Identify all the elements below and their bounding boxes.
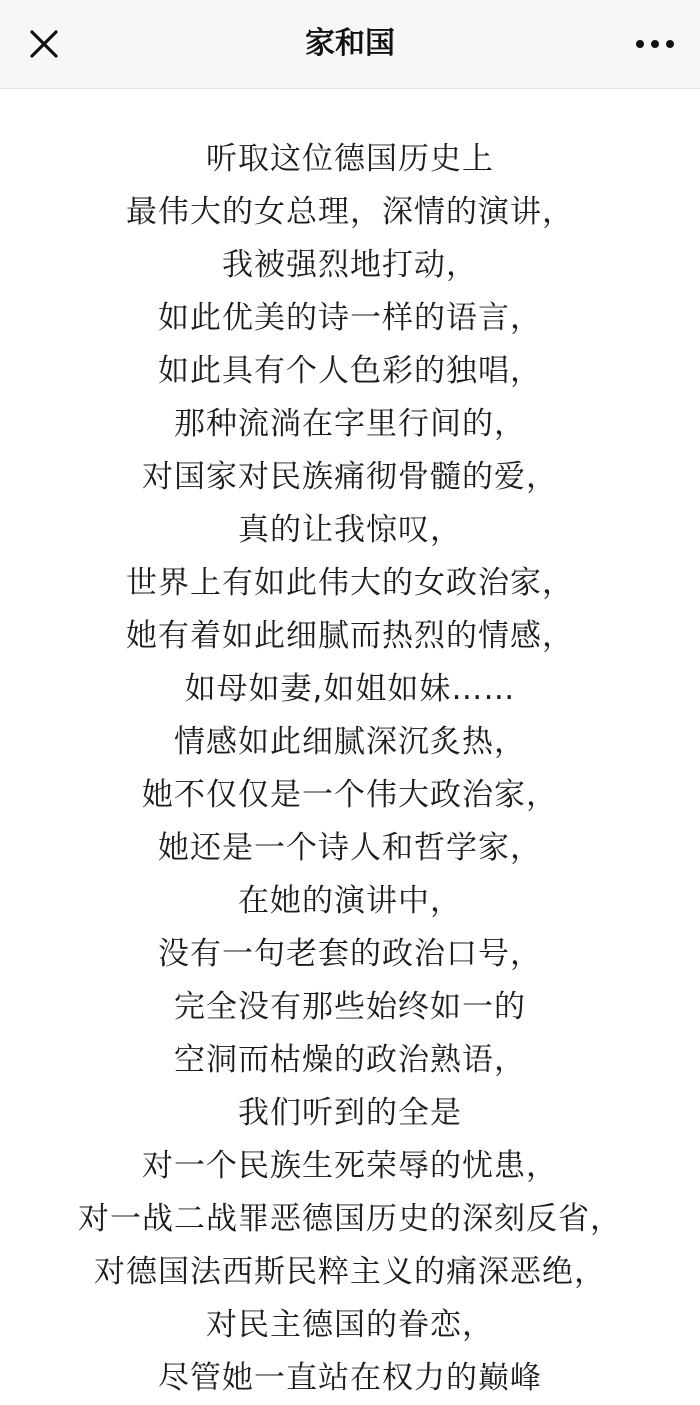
poem-line: 在她的演讲中， [238, 883, 462, 919]
poem-line: 她有着如此细腻而热烈的情感， [126, 618, 574, 654]
poem-line: 真的让我惊叹， [238, 512, 462, 548]
poem-line: 最伟大的女总理，深情的演讲， [126, 194, 574, 230]
poem-line: 没有一句老套的政治口号， [158, 936, 542, 972]
poem-line: 尽管她一直站在权力的巅峰 [158, 1360, 542, 1396]
poem-line: 我们听到的全是 [238, 1095, 462, 1131]
close-icon [22, 22, 66, 66]
page-title: 家和国 [305, 26, 395, 61]
poem-line: 她不仅仅是一个伟大政治家， [142, 777, 558, 813]
poem-line: 世界上有如此伟大的女政治家， [126, 565, 574, 601]
more-options-button[interactable] [630, 26, 680, 62]
top-navigation-bar [0, 0, 700, 89]
poem-line: 如此优美的诗一样的语言， [158, 300, 542, 336]
poem-line: 她还是一个诗人和哲学家， [158, 830, 542, 866]
close-button[interactable] [22, 22, 66, 66]
poem-line: 对一战二战罪恶德国历史的深刻反省， [78, 1201, 622, 1237]
poem-line: 如母如妻,如姐如妹…… [184, 671, 516, 707]
poem-line: 对国家对民族痛彻骨髓的爱， [142, 459, 558, 495]
poem-line: 完全没有那些始终如一的 [174, 989, 526, 1025]
poem-line: 听取这位德国历史上 [206, 141, 494, 177]
poem-text [0, 133, 700, 1405]
poem-line: 那种流淌在字里行间的， [174, 406, 526, 442]
poem-line: 对德国法西斯民粹主义的痛深恶绝， [94, 1254, 606, 1290]
poem-line: 空洞而枯燥的政治熟语， [174, 1042, 526, 1078]
poem-line: 对民主德国的眷恋， [206, 1307, 494, 1343]
more-icon [630, 26, 680, 62]
poem-line: 如此具有个人色彩的独唱， [158, 353, 542, 389]
poem-line: 情感如此细腻深沉炙热， [174, 724, 526, 760]
poem-line: 我被强烈地打动， [222, 247, 478, 283]
article-body [0, 89, 700, 1396]
poem-line: 对一个民族生死荣辱的忧患， [142, 1148, 558, 1184]
